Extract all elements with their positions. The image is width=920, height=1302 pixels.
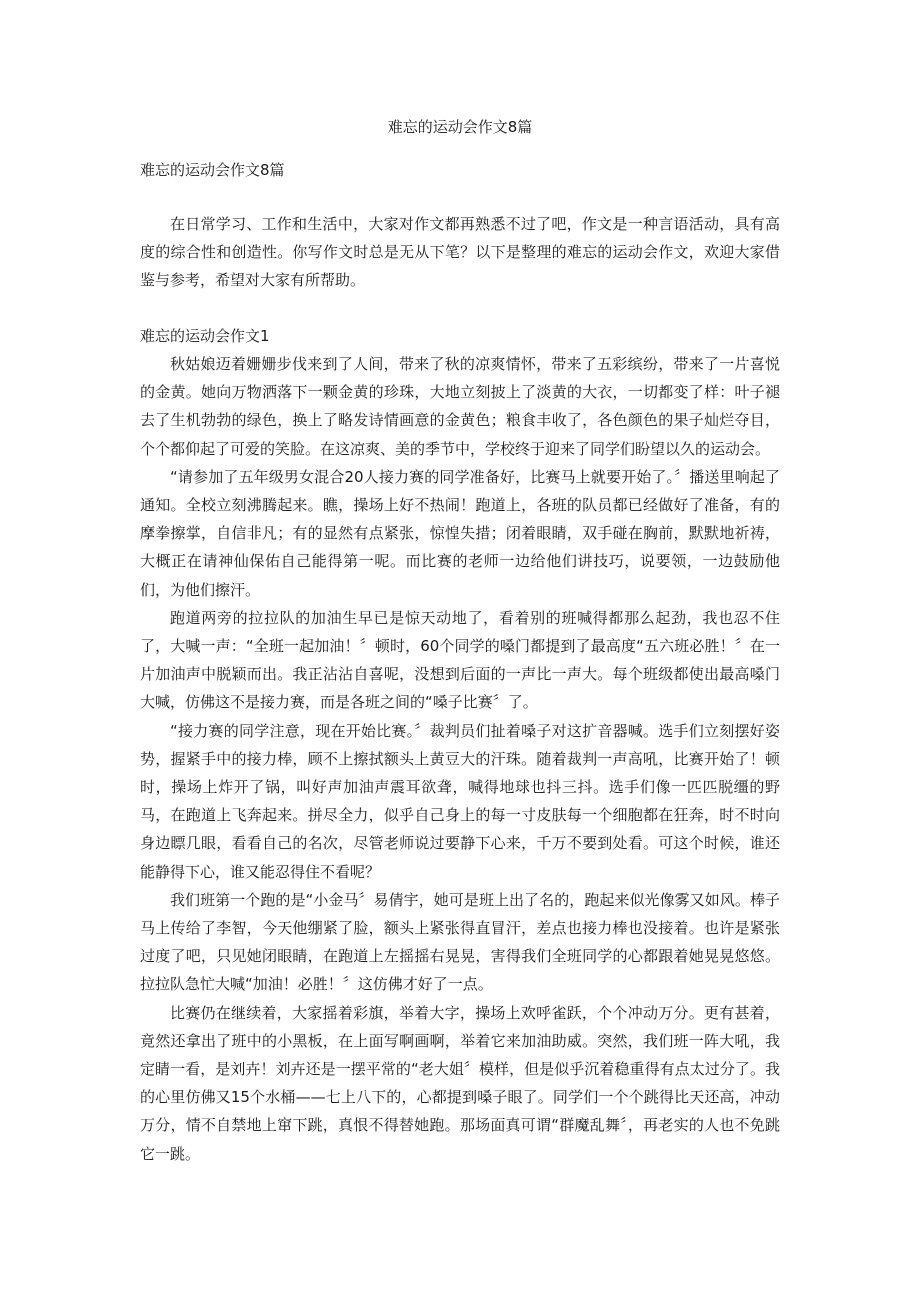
article-paragraph-5: 我们班第一个跑的是“小金马〞易倩宇，她可是班上出了名的，跑起来似光像雾又如风。棒子马上传给了李智，今天他绷紧了脸，额头上紧张得直冒汗，差点也接力棒也没接着。也许是紧张过度了吧，只见她闭眼睛，在跑道上左摇摇右晃晃，害得我们全班同学的心都跟着她晃晃悠悠。拉拉队急忙大喊“加油！必胜！〞这仿佛才好了一点。 [140, 890, 780, 994]
document-subtitle: 难忘的运动会作文8篇 [140, 161, 285, 179]
article-heading: 难忘的运动会作文1 [140, 327, 270, 345]
article-paragraph-6: 比赛仍在继续着，大家摇着彩旗，举着大字，操场上欢呼雀跃，个个冲动万分。更有甚着，竟然还拿出了班中的小黑板，在上面写啊画啊，举着它来加油助威。突然，我们班一阵大吼，我定睛一看，是刘卉！刘卉还是一摆平常的“老大姐〞模样，但是似乎沉着稳重得有点太过分了。我的心里仿佛又15个水桶——七上八下的，心都提到嗓子眼了。同学们一个个跳得比天还高，冲动万分，情不自禁地上窜下跳，真恨不得替她跑。那场面真可谓“群魔乱舞〞，再老实的人也不免跳它一跳。 [140, 1003, 780, 1163]
document-title: 难忘的运动会作文8篇 [387, 118, 533, 136]
article-paragraph-1: 秋姑娘迈着姗姗步伐来到了人间，带来了秋的凉爽情怀，带来了五彩缤纷，带来了一片喜悦的金黄。她向万物洒落下一颗金黄的珍珠，大地立刻披上了淡黄的大衣，一切都变了样：叶子褪去了生机勃勃的绿色，换上了略发诗情画意的金黄色；粮食丰收了，各色颜色的果子灿烂夺目，个个都仰起了可爱的笑脸。在这凉爽、美的季节中，学校终于迎来了同学们盼望以久的运动会。 [140, 355, 780, 458]
article-paragraph-2: “请参加了五年级男女混合20人接力赛的同学准备好，比赛马上就要开始了。〞播送里响起了通知。全校立刻沸腾起来。瞧，操场上好不热闹！跑道上，各班的队员都已经做好了准备，有的摩拳擦掌，自信非凡；有的显然有点紧张，惊惶失措；闭着眼睛，双手碰在胸前，默默地祈祷，大概正在请神仙保佑自己能得第一呢。而比赛的老师一边给他们讲技巧，说要领，一边鼓励他们，为他们擦汗。 [140, 467, 780, 599]
article-1 [140, 322, 780, 1168]
article-paragraph-3: 跑道两旁的拉拉队的加油生早已是惊天动地了，看着别的班喊得都那么起劲，我也忍不住了，大喊一声：“全班一起加油！〞顿时，60个同学的嗓门都提到了最高度“五六班必胜！〞在一片加油声中脱颖而出。我正沾沾自喜呢，没想到后面的一声比一声大。每个班级都使出最高嗓门大喊，仿佛这不是接力赛，而是各班之间的“嗓子比赛〞了。 [140, 608, 780, 712]
intro-paragraph: 在日常学习、工作和生活中，大家对作文都再熟悉不过了吧，作文是一种言语活动，具有高度的综合性和创造性。你写作文时总是无从下笔？以下是整理的难忘的运动会作文，欢迎大家借鉴与参考，希望对大家有所帮助。 [140, 215, 780, 289]
article-paragraph-4: “接力赛的同学注意，现在开始比赛。〞裁判员们扯着嗓子对这扩音器喊。选手们立刻摆好姿势，握紧手中的接力棒，顾不上擦拭额头上黄豆大的汗珠。随着裁判一声高吼，比赛开始了！顿时，操场上炸开了锅，叫好声加油声震耳欲聋，喊得地球也抖三抖。选手们像一匹匹脱缰的野马，在跑道上飞奔起来。拼尽全力，似乎自己身上的每一寸皮肤每一个细胞都在狂奔，时不时向身边瞟几眼，看看自己的名次，尽管老师说过要静下心来，千万不要到处看。可这个时候，谁还能静得下心，谁又能忍得住不看呢？ [140, 721, 780, 881]
